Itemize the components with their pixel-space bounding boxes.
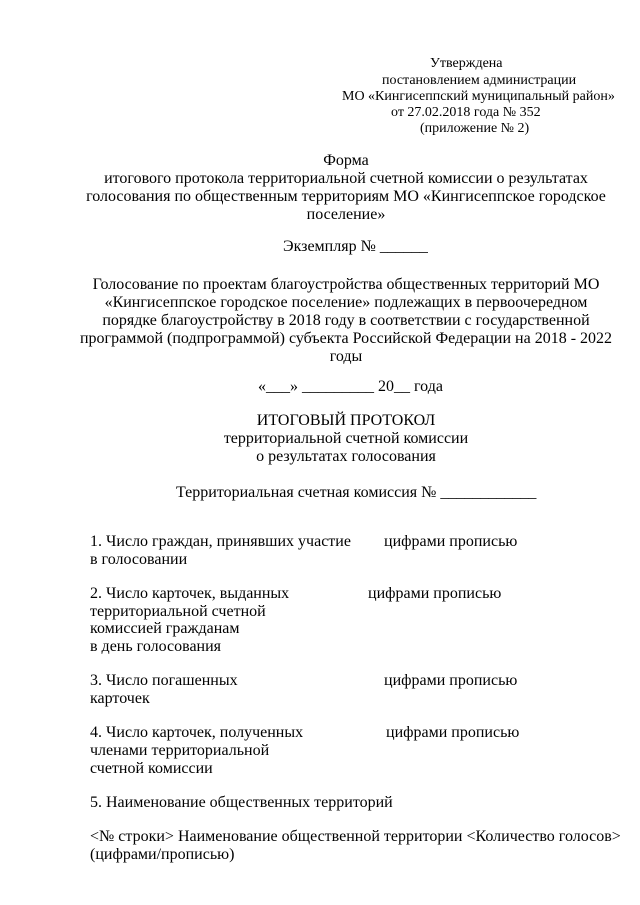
row-template-line-1: <№ строки> Наименование общественной территории <Количество голосов> — [90, 828, 621, 845]
item-4-line-3: счетной комиссии — [90, 760, 213, 777]
form-title-line-2: итогового протокола территориальной счетной комиссии о результатах — [104, 170, 588, 187]
form-title-line-4: поселение» — [306, 206, 386, 223]
item-2-line-1: 2. Число карточек, выданных — [90, 585, 290, 602]
voting-title-line-1: Голосование по проектам благоустройства общественных территорий МО — [92, 276, 600, 293]
item-4-columns: цифрами прописью — [386, 724, 520, 741]
item-3-line-1: 3. Число погашенных — [90, 672, 238, 689]
item-2-columns: цифрами прописью — [368, 585, 502, 602]
commission-number: Территориальная счетная комиссия № ____________ — [176, 484, 537, 501]
protocol-subtitle-1: территориальной счетной комиссии — [223, 430, 469, 447]
approval-line-4: от 27.02.2018 года № 352 — [391, 105, 541, 120]
voting-title-line-2: «Кингисеппское городское поселение» подлежащих в первоочередном — [104, 294, 588, 311]
item-1-line-1: 1. Число граждан, принявших участие — [90, 533, 351, 550]
item-5-heading: 5. Наименование общественных территорий — [90, 794, 393, 811]
item-4-line-1: 4. Число карточек, полученных — [90, 724, 304, 741]
item-4-line-2: членами территориальной — [90, 742, 270, 759]
item-2-line-3: комиссией гражданам — [90, 620, 240, 637]
form-title-line-3: голосования по общественным территориям МО «Кингисеппское городское — [86, 188, 606, 205]
form-title-line-1: Форма — [323, 152, 369, 169]
item-3-columns: цифрами прописью — [384, 672, 518, 689]
approval-line-1: Утверждена — [430, 56, 503, 71]
item-1-line-2: в голосовании — [90, 551, 188, 568]
row-template-line-2: (цифрами/прописью) — [90, 846, 235, 863]
voting-title-line-3: порядке благоустройству в 2018 году в соответствии с государственной — [102, 312, 590, 329]
item-2-line-2: территориальной счетной — [90, 603, 266, 620]
protocol-title: ИТОГОВЫЙ ПРОТОКОЛ — [256, 412, 436, 429]
protocol-subtitle-2: о результатах голосования — [256, 448, 436, 465]
item-2-line-4: в день голосования — [90, 638, 222, 655]
date-line: «___» _________ 20__ года — [258, 378, 443, 395]
approval-line-2: постановлением администрации — [382, 73, 577, 88]
approval-line-5: (приложение № 2) — [420, 121, 530, 136]
voting-title-line-4: программой (подпрограммой) субъекта Российской Федерации на 2018 - 2022 — [79, 330, 613, 347]
item-1-columns: цифрами прописью — [384, 533, 518, 550]
approval-line-3: МО «Кингисеппский муниципальный район» — [342, 89, 615, 104]
item-3-line-2: карточек — [90, 690, 150, 707]
voting-title-line-5: годы — [329, 348, 363, 365]
copy-number: Экземпляр № ______ — [283, 238, 428, 255]
